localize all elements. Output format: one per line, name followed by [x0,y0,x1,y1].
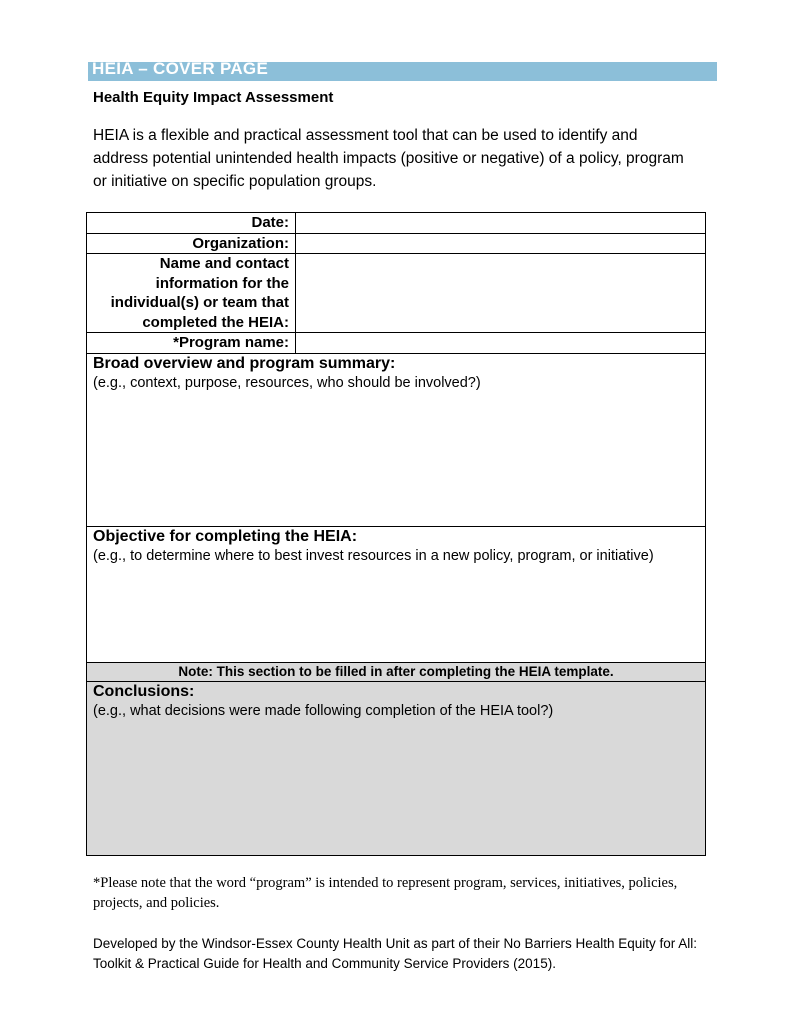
objective-field[interactable] [87,526,706,662]
organization-row [87,233,706,254]
intro-paragraph: HEIA is a flexible and practical assessment tool that can be used to identify and address potential unintended health impacts (positive or negative) of a policy, program or initiative on specific population groups. [93,127,684,190]
program-row [87,333,706,354]
objective-hint: (e.g., to determine where to best invest resources in a new policy, program, or initiative) [93,547,654,564]
credit-text: Developed by the Windsor-Essex County Health Unit as part of their No Barriers Health Equity for All: Toolkit & Practical Guide for Health and Community Service Providers (2015). [93,936,698,971]
date-field[interactable] [296,213,706,234]
date-row [87,213,706,234]
conclusions-title: Conclusions: [93,682,195,700]
contact-row [87,254,706,333]
broad-overview-field[interactable] [87,353,706,526]
contact-label: Name and contact information for the individual(s) or team that completed the HEIA: [87,254,296,333]
program-footnote: *Please note that the word “program” is intended to represent program, services, initiatives, policies, projects, and policies. [93,875,678,911]
organization-field[interactable] [296,233,706,254]
contact-field[interactable] [296,254,706,333]
conclusions-hint: (e.g., what decisions were made following completion of the HEIA tool?) [93,702,554,719]
conclusions-row [87,681,706,855]
cover-form-table [86,212,706,856]
date-label: Date: [87,213,296,234]
note-row [87,662,706,681]
organization-label: Organization: [87,233,296,254]
objective-title: Objective for completing the HEIA: [93,527,358,545]
conclusions-field[interactable] [87,681,706,855]
broad-overview-title: Broad overview and program summary: [93,354,396,372]
objective-row [87,526,706,662]
program-name-label: *Program name: [87,333,296,354]
section-banner [88,59,717,81]
broad-overview-row [87,353,706,526]
section-note: Note: This section to be filled in after completing the HEIA template. [87,662,706,681]
banner-title: HEIA – COVER PAGE [92,59,269,78]
broad-overview-hint: (e.g., context, purpose, resources, who should be involved?) [93,374,481,391]
program-name-field[interactable] [296,333,706,354]
document-subtitle: Health Equity Impact Assessment [93,89,334,106]
